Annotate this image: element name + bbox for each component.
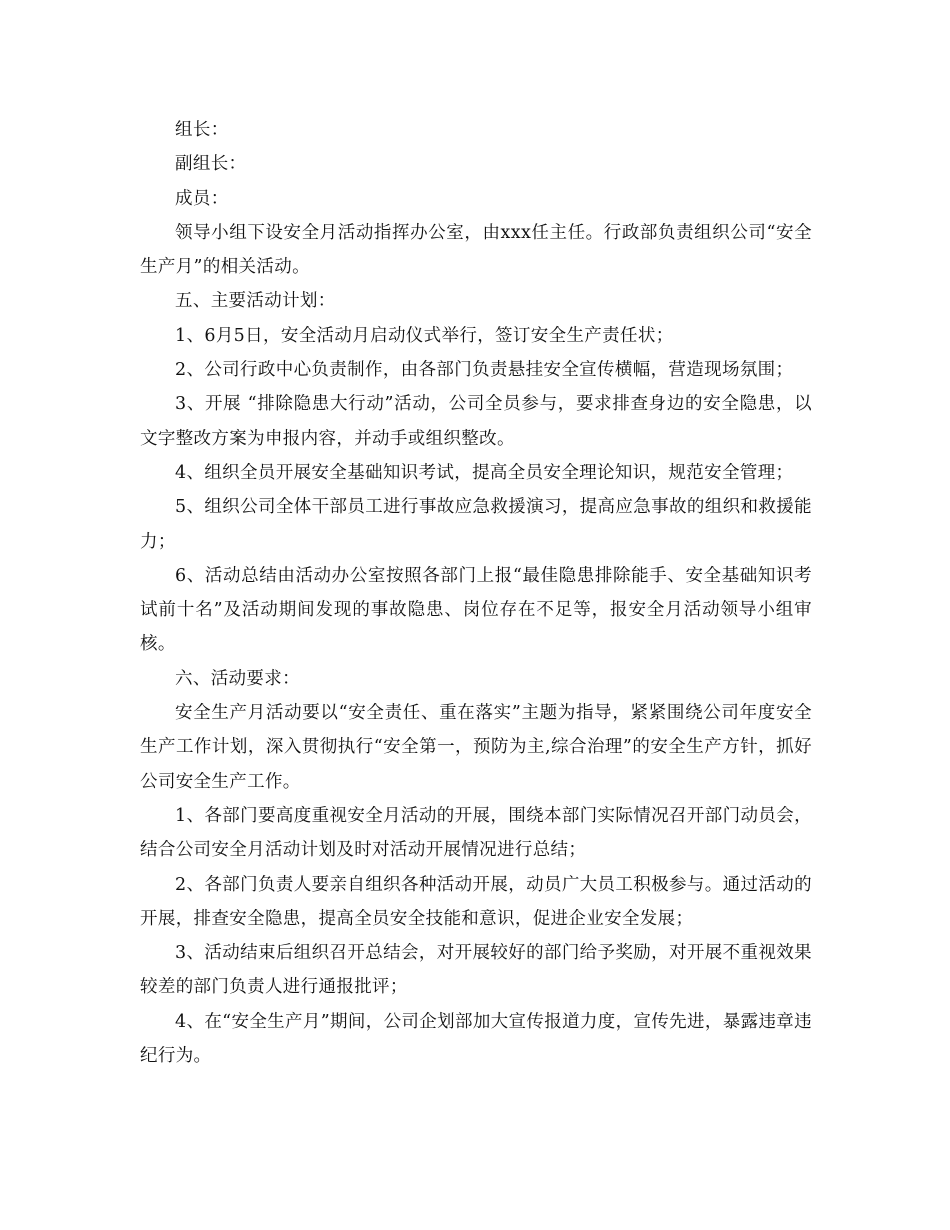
paragraph-office: 领导小组下设安全月活动指挥办公室，由xxx任主任。行政部负责组织公司“安全生产月”的相关活动。 — [140, 222, 812, 278]
plan-item-3: 3、开展 “排除隐患大行动”活动，公司全员参与，要求排查身边的安全隐患，以文字整改方案为申报内容，并动手或组织整改。 — [140, 394, 812, 449]
plan-item-4: 4、组织全员开展安全基础知识考试，提高全员安全理论知识，规范安全管理； — [175, 462, 794, 483]
requirement-item-3: 3、活动结束后组织召开总结会，对开展较好的部门给予奖励，对开展不重视效果较差的部门负责人进行通报批评； — [140, 943, 812, 998]
plan-item-1: 1、6月5日，安全活动月启动仪式举行，签订安全生产责任状； — [175, 325, 674, 346]
requirement-item-2: 2、各部门负责人要亲自组织各种活动开展，动员广大员工积极参与。通过活动的开展，排查安全隐患，提高全员安全技能和意识，促进企业安全发展； — [140, 874, 812, 929]
requirement-item-1: 1、各部门要高度重视安全月活动的开展，围绕本部门实际情况召开部门动员会，结合公司安全月活动计划及时对活动开展情况进行总结； — [140, 805, 812, 861]
section-heading-activity-plan: 五、主要活动计划： — [175, 291, 336, 312]
paragraph-group-leader: 组长： — [175, 120, 229, 140]
paragraph-deputy-leader: 副组长： — [175, 154, 247, 175]
requirement-item-4: 4、在“安全生产月”期间，公司企划部加大宣传报道力度，宣传先进，暴露违章违纪行为。 — [140, 1011, 812, 1067]
requirements-intro: 安全生产月活动要以“安全责任、重在落实”主题为指导，紧紧围绕公司年度安全生产工作计划，深入贯彻执行“安全第一，预防为主,综合治理”的安全生产方针，抓好公司安全生产工作。 — [140, 703, 812, 792]
section-heading-requirements: 六、活动要求： — [175, 668, 300, 689]
paragraph-members: 成员： — [175, 188, 229, 209]
plan-item-5: 5、组织公司全体干部员工进行事故应急救援演习，提高应急事故的组织和救援能力； — [140, 497, 812, 552]
plan-item-2: 2、公司行政中心负责制作，由各部门负责悬挂安全宣传横幅，营造现场氛围； — [175, 360, 794, 381]
document-body — [140, 113, 812, 1073]
plan-item-6: 6、活动总结由活动办公室按照各部门上报“最佳隐患排除能手、安全基础知识考试前十名”及活动期间发现的事故隐患、岗位存在不足等，报安全月活动领导小组审核。 — [140, 565, 812, 655]
